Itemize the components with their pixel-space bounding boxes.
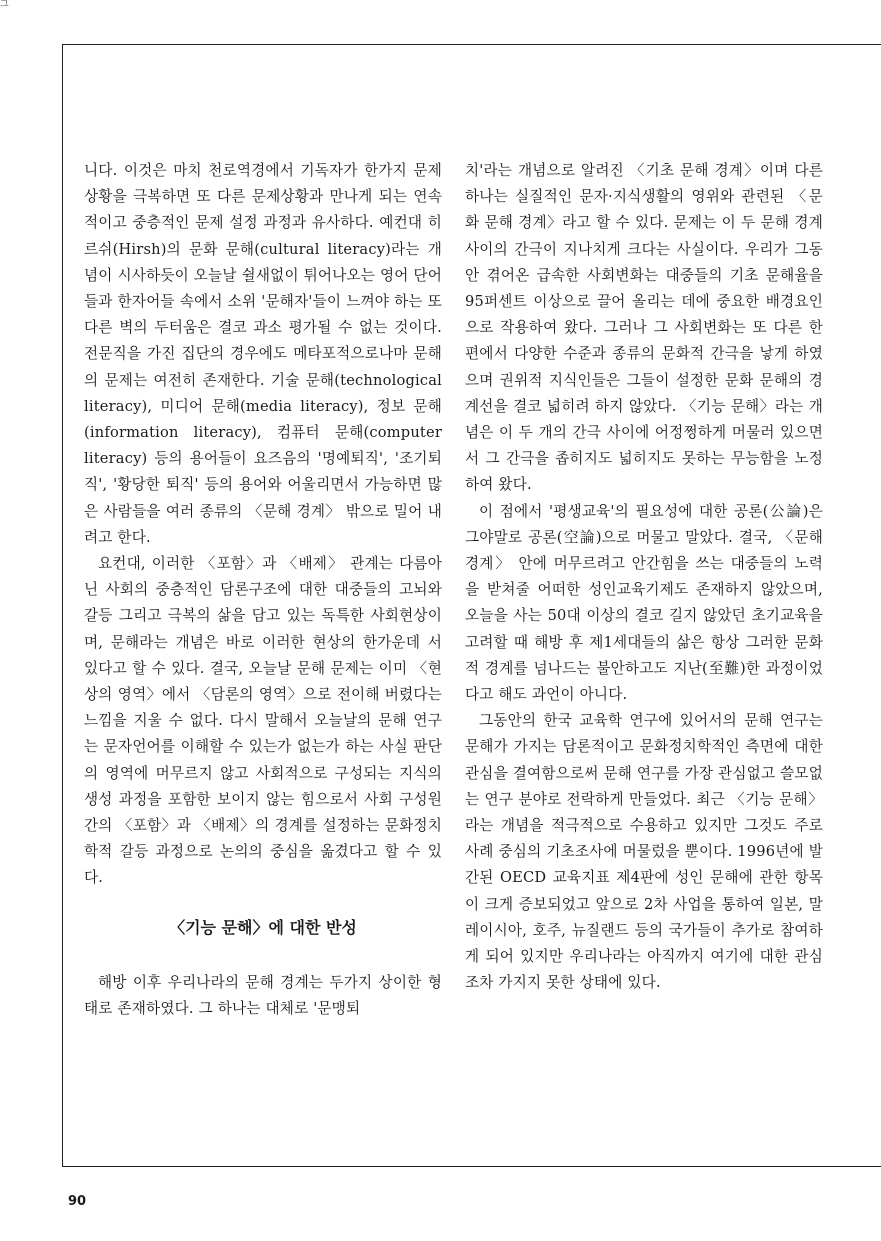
margin-mark: 그 <box>0 0 9 10</box>
section-heading: 〈기능 문해〉에 대한 반성 <box>169 917 357 937</box>
page-number: 90 <box>68 1194 87 1209</box>
right-paragraph-3: 그동안의 한국 교육학 연구에 있어서의 문해 연구는 문해가 가지는 담론적이고 문화정치학적인 측면에 대한 관심을 결여함으로써 문해 연구를 가장 관심없고 쓸모없는 연구 분야로 전락하게 만들었다. 최근 〈기능 문해〉라는 개념을 적극적으로 수용하고 있지만 그것도 주로 사례 중심의 기초조사에 머물렀을 뿐이다. 1996년에 발간된 OECD 교육지표 제4판에 성인 문해에 관한 항목이 크게 증보되었고 앞으로 2차 사업을 통하여 일본, 말레이시아, 호주, 뉴질랜드 등의 국가들이 추가로 참여하게 되어 있지만 우리나라는 아직까지 여기에 대한 관심조차 가지지 못한 상태에 있다. <box>465 712 823 992</box>
left-column <box>84 158 442 1022</box>
right-column <box>465 158 823 997</box>
frame-bottom-rule <box>62 1166 881 1167</box>
frame-top-rule <box>62 44 881 45</box>
right-paragraph-1: 치'라는 개념으로 알려진 〈기초 문해 경계〉이며 다른 하나는 실질적인 문자·지식생활의 영위와 관련된 〈문화 문해 경계〉라고 할 수 있다. 문제는 이 두 문해 경계 사이의 간극이 지나치게 크다는 사실이다. 우리가 그동안 겪어온 급속한 사회변화는 대중들의 기초 문해율을 95퍼센트 이상으로 끌어 올리는 데에 중요한 배경요인으로 작용하여 왔다. 그러나 그 사회변화는 또 다른 한편에서 다양한 수준과 종류의 문화적 간극을 낳게 하였으며 권위적 지식인들은 그들이 설정한 문화 문해의 경계선을 결코 넓히려 하지 않았다. 〈기능 문해〉라는 개념은 이 두 개의 간극 사이에 어정쩡하게 머물러 있으면서 그 간극을 좁히지도 넓히지도 못하는 무능함을 노정하여 왔다. <box>465 162 823 494</box>
frame-left-rule <box>62 44 63 1166</box>
right-paragraph-2: 이 점에서 '평생교육'의 필요성에 대한 공론(公論)은 그야말로 공론(空論)으로 머물고 말았다. 결국, 〈문해 경계〉 안에 머무르려고 안간힘을 쓰는 대중들의 노력을 받쳐줄 어떠한 성인교육기제도 존재하지 않았으며, 오늘을 사는 50대 이상의 결코 길지 않았던 초기교육을 고려할 때 해방 후 제1세대들의 삶은 항상 그러한 문화적 경계를 넘나드는 불안하고도 지난(至難)한 과정이었다고 해도 과언이 아니다. <box>465 502 823 704</box>
left-paragraph-3: 해방 이후 우리나라의 문해 경계는 두가지 상이한 형태로 존재하였다. 그 하나는 대체로 '문맹퇴 <box>84 973 442 1017</box>
left-paragraph-1: 니다. 이것은 마치 천로역경에서 기독자가 한가지 문제상황을 극복하면 또 다른 문제상황과 만나게 되는 연속적이고 중층적인 문제 설정 과정과 유사하다. 예컨대 히르쉬(Hirsh)의 문화 문해(cultural literacy)라는 개념이 시사하듯이 오늘날 쉴새없이 튀어나오는 영어 단어들과 한자어들 속에서 소위 '문해자'들이 느껴야 하는 또 다른 벽의 두터움은 결코 과소 평가될 수 없는 것이다. 전문직을 가진 집단의 경우에도 메타포적으로나마 문해의 문제는 여전히 존재한다. 기술 문해(technological literacy), 미디어 문해(media literacy), 정보 문해(information literacy), 컴퓨터 문해(computer literacy) 등의 용어들이 요즈음의 '명예퇴직', '조기퇴직', '황당한 퇴직' 등의 용어와 어울리면서 가능하면 많은 사람들을 여러 종류의 〈문해 경계〉 밖으로 밀어 내려고 한다. <box>84 162 442 546</box>
left-paragraph-2: 요컨대, 이러한 〈포함〉과 〈배제〉 관계는 다름아닌 사회의 중층적인 담론구조에 대한 대중들의 고뇌와 갈등 그리고 극복의 삶을 담고 있는 독특한 사회현상이며, 문해라는 개념은 바로 이러한 현상의 한가운데 서 있다고 할 수 있다. 결국, 오늘날 문해 문제는 이미 〈현상의 영역〉에서 〈담론의 영역〉으로 전이해 버렸다는 느낌을 지울 수 없다. 다시 말해서 오늘날의 문해 연구는 문자언어를 이해할 수 있는가 없는가 하는 사실 판단의 영역에 머무르지 않고 사회적으로 구성되는 지식의 생성 과정을 포함한 보이지 않는 힘으로서 사회 구성원 간의 〈포함〉과 〈배제〉의 경계를 설정하는 문화정치학적 갈등 과정으로 논의의 중심을 옮겼다고 할 수 있다. <box>84 555 442 887</box>
